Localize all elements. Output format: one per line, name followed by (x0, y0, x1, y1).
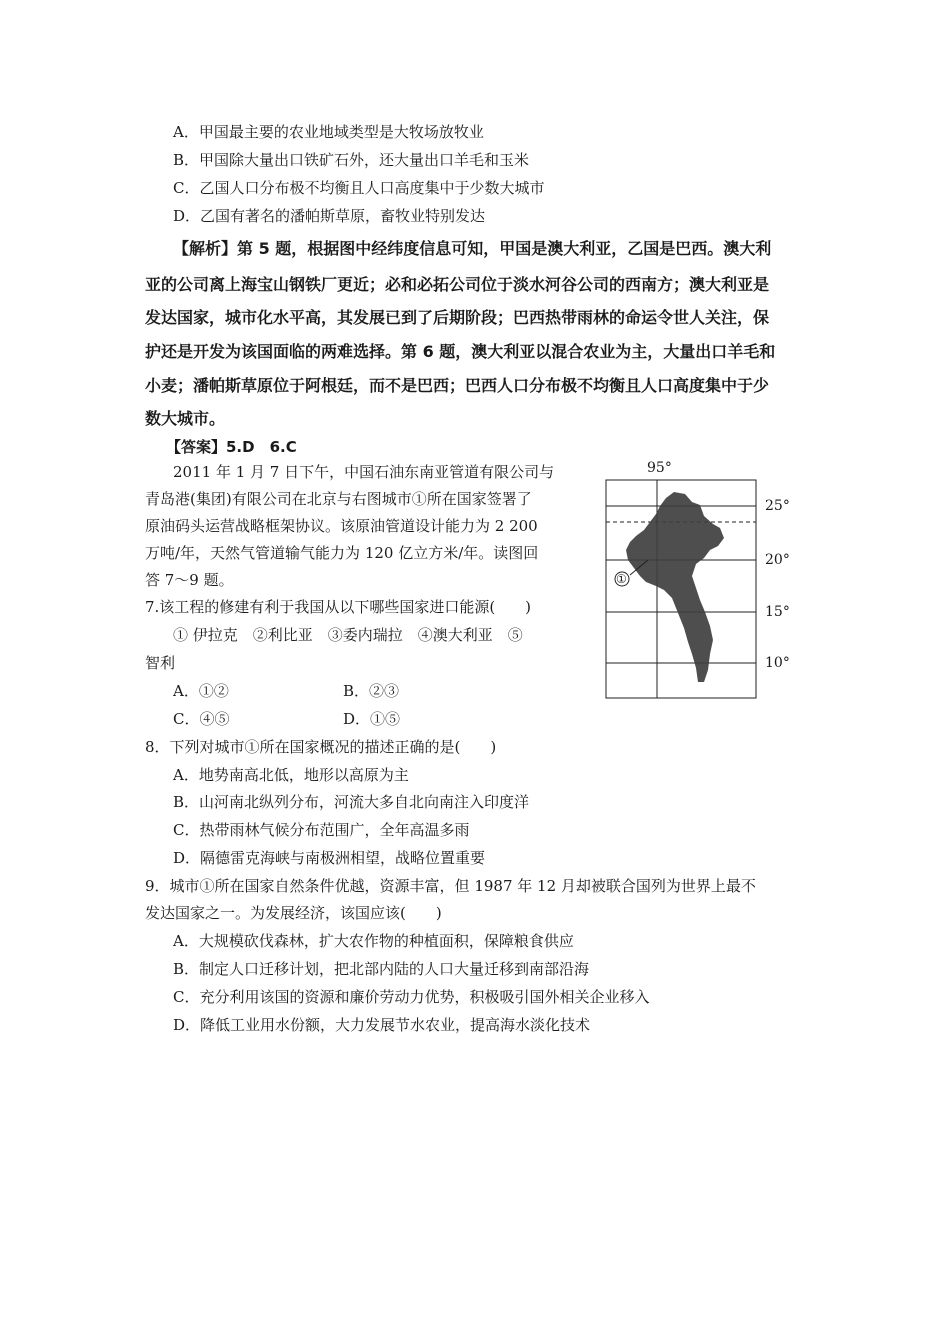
q7-option-c: C．④⑤ (173, 710, 230, 728)
q9-stem-line-1: 9．城市①所在国家自然条件优越，资源丰富，但 1987 年 12 月却被联合国列为世界上最不 (145, 877, 756, 895)
latitude-label-20: 20° (765, 552, 790, 568)
explanation-line-1: 【解析】第 5 题，根据图中经纬度信息可知，甲国是澳大利亚，乙国是巴西。澳大利 (173, 239, 772, 258)
longitude-label: 95° (647, 460, 672, 476)
q9-option-b: B．制定人口迁移计划，把北部内陆的人口大量迁移到南部沿海 (173, 960, 590, 978)
intro-line-5: 答 7～9 题。 (145, 571, 234, 589)
explanation-line-2: 亚的公司离上海宝山钢铁厂更近；必和必拓公司位于淡水河谷公司的西南方；澳大利亚是 (145, 275, 770, 294)
q8-option-b: B．山河南北纵列分布，河流大多自北向南注入印度洋 (173, 793, 530, 811)
q7-choices-line-2: 智利 (145, 654, 176, 672)
q8-option-a: A．地势南高北低，地形以高原为主 (173, 766, 409, 784)
answer-line: 【答案】5.D 6.C (166, 438, 297, 456)
country-shape (626, 492, 724, 682)
q9-option-a: A．大规模砍伐森林，扩大农作物的种植面积，保障粮食供应 (173, 932, 574, 950)
q8-option-d: D．隔德雷克海峡与南极洲相望，战略位置重要 (173, 849, 486, 867)
myanmar-map-figure (600, 458, 800, 703)
q6-option-d: D．乙国有著名的潘帕斯草原，畜牧业特别发达 (173, 207, 486, 225)
q7-option-d: D．①⑤ (343, 710, 401, 728)
q8-option-c: C．热带雨林气候分布范围广，全年高温多雨 (173, 821, 470, 839)
intro-line-1: 2011 年 1 月 7 日下午，中国石油东南亚管道有限公司与 (173, 463, 555, 481)
q8-stem: 8．下列对城市①所在国家概况的描述正确的是( ) (145, 738, 497, 756)
q9-option-d: D．降低工业用水份额，大力发展节水农业，提高海水淡化技术 (173, 1016, 591, 1034)
explanation-line-5: 小麦；潘帕斯草原位于阿根廷，而不是巴西；巴西人口分布极不均衡且人口高度集中于少 (145, 376, 770, 395)
q7-option-a: A．①② (173, 682, 229, 700)
intro-line-3: 原油码头运营战略框架协议。该原油管道设计能力为 2 200 (145, 517, 538, 535)
latitude-label-10: 10° (765, 655, 790, 671)
city-marker-label: ① (616, 572, 627, 586)
explanation-line-6: 数大城市。 (145, 409, 226, 428)
q7-choices-line-1: ① 伊拉克 ②利比亚 ③委内瑞拉 ④澳大利亚 ⑤ (173, 626, 523, 644)
q7-stem: 7.该工程的修建有利于我国从以下哪些国家进口能源( ) (145, 598, 532, 616)
q6-option-c: C．乙国人口分布极不均衡且人口高度集中于少数大城市 (173, 179, 545, 197)
latitude-label-25: 25° (765, 498, 790, 514)
q9-stem-line-2: 发达国家之一。为发展经济，该国应该( ) (145, 904, 442, 922)
intro-line-4: 万吨/年，天然气管道输气能力为 120 亿立方米/年。读图回 (145, 544, 539, 562)
latitude-label-15: 15° (765, 604, 790, 620)
q6-option-a: A．甲国最主要的农业地域类型是大牧场放牧业 (173, 123, 484, 141)
intro-line-2: 青岛港(集团)有限公司在北京与右图城市①所在国家签署了 (145, 490, 532, 508)
q7-option-b: B．②③ (343, 682, 400, 700)
explanation-line-4: 护还是开发为该国面临的两难选择。第 6 题，澳大利亚以混合农业为主，大量出口羊毛和 (145, 342, 776, 361)
q9-option-c: C．充分利用该国的资源和廉价劳动力优势，积极吸引国外相关企业移入 (173, 988, 650, 1006)
explanation-line-3: 发达国家，城市化水平高，其发展已到了后期阶段；巴西热带雨林的命运令世人关注，保 (145, 308, 770, 327)
q6-option-b: B．甲国除大量出口铁矿石外，还大量出口羊毛和玉米 (173, 151, 530, 169)
